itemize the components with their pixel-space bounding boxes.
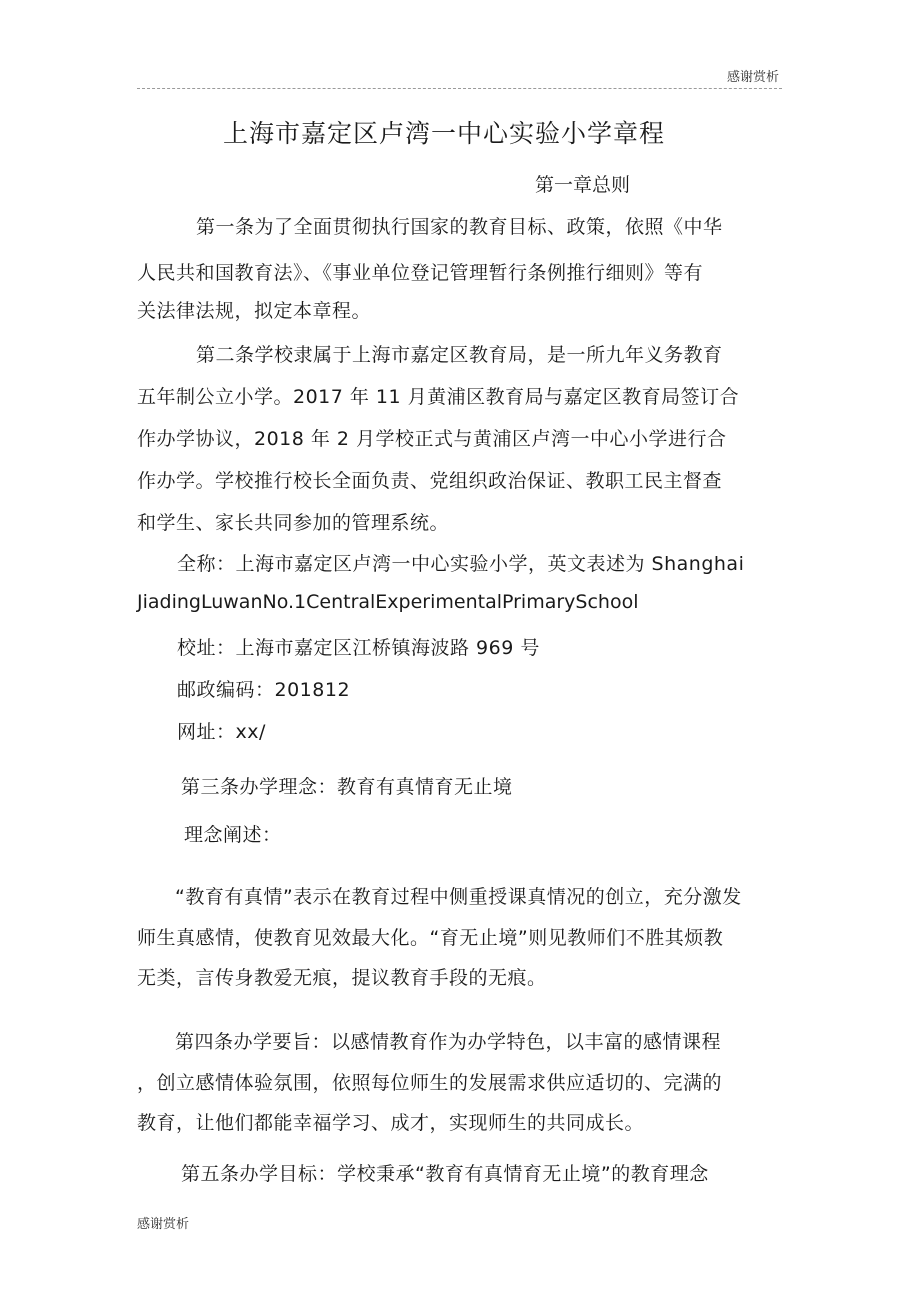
article1-line2: 人民共和国教育法》、《事业单位登记管理暂行条例推行细则》等有 — [137, 262, 704, 284]
header-divider — [137, 88, 782, 89]
page-header: 感谢赏析 — [727, 70, 780, 85]
fullname-line2: JiadingLuwanNo.1CentralExperimentalPrimarySchool — [137, 591, 639, 613]
explanation-line2: 师生真感情，使教育见效最大化。“育无止境”则见教师们不胜其烦教 — [137, 927, 724, 949]
website: 网址：xx/ — [177, 721, 266, 743]
article2-line3: 作办学协议，2018 年 2 月学校正式与黄浦区卢湾一中心小学进行合 — [137, 428, 727, 450]
page-footer: 感谢赏析 — [137, 1217, 190, 1232]
fullname-line1: 全称：上海市嘉定区卢湾一中心实验小学，英文表述为 Shanghai — [177, 553, 745, 575]
article4-line3: 教育，让他们都能幸福学习、成才，实现师生的共同成长。 — [137, 1112, 645, 1134]
postal-code: 邮政编码：201812 — [177, 679, 351, 701]
article4-line1: 第四条办学要旨：以感情教育作为办学特色，以丰富的感情课程 — [175, 1031, 722, 1053]
article2-line2: 五年制公立小学。2017 年 11 月黄浦区教育局与嘉定区教育局签订合 — [137, 386, 740, 408]
chapter-heading: 第一章总则 — [535, 174, 631, 196]
explanation-line1: “教育有真情”表示在教育过程中侧重授课真情况的创立，充分激发 — [175, 886, 742, 908]
explanation-line3: 无类，言传身教爱无痕，提议教育手段的无痕。 — [137, 967, 547, 989]
article2-line5: 和学生、家长共同参加的管理系统。 — [137, 512, 450, 534]
article2-line1: 第二条学校隶属于上海市嘉定区教育局，是一所九年义务教育 — [196, 344, 723, 366]
article3-subheading: 理念阐述： — [184, 824, 282, 846]
article3-heading: 第三条办学理念：教育有真情育无止境 — [181, 776, 513, 798]
document-title: 上海市嘉定区卢湾一中心实验小学章程 — [223, 119, 666, 148]
article5-line1: 第五条办学目标：学校秉承“教育有真情育无止境”的教育理念 — [181, 1163, 709, 1185]
article1-line3: 关法律法规，拟定本章程。 — [137, 300, 372, 322]
article2-line4: 作办学。学校推行校长全面负责、党组织政治保证、教职工民主督查 — [137, 470, 723, 492]
school-address: 校址：上海市嘉定区江桥镇海波路 969 号 — [177, 637, 540, 659]
article1-line1: 第一条为了全面贯彻执行国家的教育目标、政策，依照《中华 — [196, 216, 723, 238]
article4-line2: ，创立感情体验氛围，依照每位师生的发展需求供应适切的、完满的 — [137, 1072, 723, 1094]
